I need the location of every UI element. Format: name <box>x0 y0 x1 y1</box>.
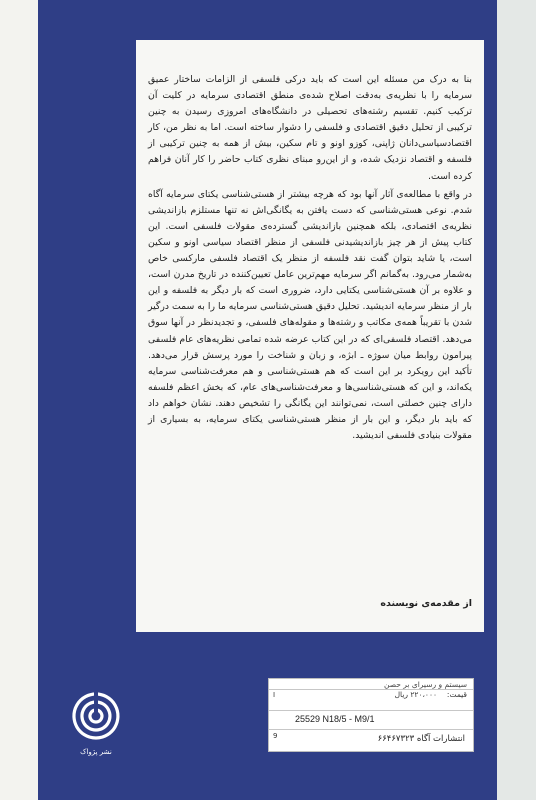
publisher-name: نشر پژواک <box>80 748 112 756</box>
subject-line: سیستم و رسیرای بر حصن <box>384 680 467 689</box>
publisher-logo-icon <box>68 688 124 752</box>
right-edge-band <box>494 0 536 800</box>
price-barcode-box <box>268 678 474 752</box>
divider <box>269 689 473 690</box>
blurb-paragraph-2: در واقع با مطالعه‌ی آثار آنها بود که هرچه بیشتر از هستی‌شناسی یکتای سرمایه آگاه شدم. نوعی هستی‌شناسی که دست یافتن به یگانگی‌اش نه تنها مستلزم بازاندیشی نظریه‌ی اقتصادی، بلکه همچنین بازاندیشی گسترده‌ی مقولات فلسفی است. این کتاب پیش از هر چیز بازاندیشیدنی فلسفی از منظر اقتصاد سیاسی اونو و سکین است، یا شاید بتوان گفت نقد فلسفه از منظر یک اقتصاد فلسفی مارکسی خاص به‌شمار می‌رود. به‌گمانم اگر سرمایه مهم‌ترین عامل تعیین‌کننده در تاریخ مدرن است، و علاوه بر آن هستی‌شناسی یکتایی دارد، ضروری است که بار دیگر به فلسفه و این بار از منظر سرمایه اندیشید. تحلیل دقیق هستی‌شناسی سرمایه ما را به سمت درگیر شدن با تقریباً همه‌ی مکاتب و رشته‌ها و مقوله‌های فلسفی، و تجدیدنظر در آنها سوق می‌دهد. اقتصاد فلسفی‌ای که در این کتاب عرضه شده تمامی نظریه‌های عام فلسفی پیرامون روابط میان سوژه ـ ابژه، و زبان و شناخت را مورد پرسش قرار می‌دهد. تأکید این رویکرد بر این است که هم هستی‌شناسی و هم معرفت‌شناسی سرمایه یکه‌اند، و این که هستی‌شناسی‌ها و معرفت‌شناسی‌های عام، که بخش اعظم فلسفه دارای چنین خصلتی است، نمی‌توانند این یگانگی را تشخیص دهند. نشان خواهم داد که باید بار دیگر، و این بار از منظر هستی‌شناسی یکتای سرمایه، به بسیاری از مقولات بنیادی فلسفی اندیشید. <box>148 188 472 442</box>
box-mark-bottom: 9 <box>273 732 278 740</box>
blurb-paragraph-1: بنا به درک من مسئله این است که باید درکی فلسفی از الزامات ساختار عمیق سرمایه را با نظریه‌ی به‌دقت اصلاح شده‌ی منطق اقتصادی سرمایه در کلیت آن ترکیب کنیم. تقسیم رشته‌های تحصیلی در دانشگاه‌های امروزی رسیدن به چنین ترکیبی از تحلیل دقیق اقتصادی و فلسفی را دشوار ساخته است. اما به نظر من، کار اقتصادسیاسی‌دانان ژاپنی، کوزو اونو و تام سکین، بیش از همه به چنین ترکیبی از فلسفه و اقتصاد نزدیک شده، و از این‌رو مبنای نظری کتاب حاضر را کار آنان فراهم کرده است. <box>148 74 472 182</box>
divider <box>269 729 473 730</box>
divider <box>269 710 473 711</box>
back-cover-blurb <box>148 72 472 446</box>
price-label: قیمت: <box>446 690 467 699</box>
catalog-code: 25529 N18/5 - M9/1 <box>295 714 375 724</box>
blurb-attribution: از مقدمه‌ی نویسنده <box>380 598 472 609</box>
box-mark-top: I <box>273 691 276 699</box>
publisher-line: انتشارات آگاه ۶۶۴۶۷۳۲۳ <box>377 734 465 744</box>
price-value: ۲۲۰،۰۰۰ ریال <box>394 690 437 699</box>
